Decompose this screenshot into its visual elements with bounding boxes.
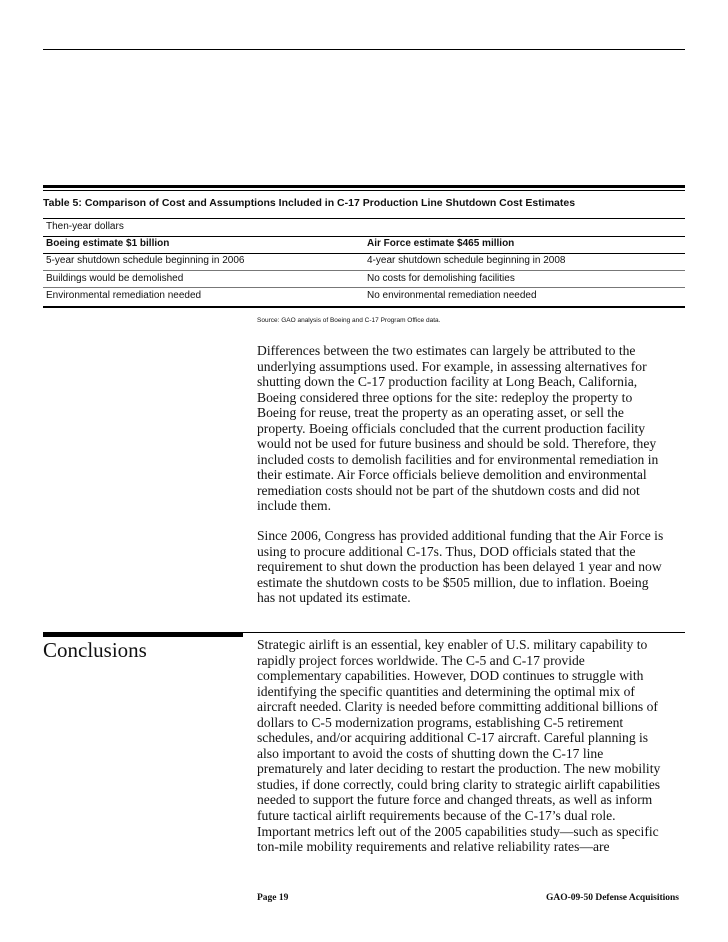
table-cell: Environmental remediation needed [46,290,202,301]
page-number: Page 19 [257,893,289,903]
text-line: Since 2006, Congress has provided additional funding that the Air Force is [257,528,664,543]
body-paragraph-differences [257,343,689,514]
text-line: rapidly project forces worldwide. The C-5 and C-17 provide [257,652,585,668]
text-line: also important to avoid the costs of shutting down the C-17 line [257,745,604,761]
text-line: estimate the shutdown costs to be $505 million, due to inflation. Boeing [257,574,649,590]
section-body-rule [243,632,685,633]
table-cell: Buildings would be demolished [46,273,184,284]
text-line: schedules, and/or acquiring additional C-17 aircraft. Careful planning is [257,730,649,746]
text-line: prematurely and later deciding to restart the production. The new mobility [257,761,661,777]
table-cell: 4-year shutdown schedule beginning in 2008 [367,255,566,266]
text-line: requirement to shut down the production has been delayed 1 year and now [257,559,662,575]
table-header-boeing: Boeing estimate $1 billion [46,238,170,249]
report-id: GAO-09-50 Defense Acquisitions [546,893,679,903]
body-paragraph-congress-funding [257,528,689,606]
text-line: Strategic airlift is an essential, key enabler of U.S. military capability to [257,637,648,652]
table-cell: No costs for demolishing facilities [367,273,515,284]
text-line: aircraft needed. Clarity is needed before committing additional billions of [257,699,658,715]
text-line: included costs to demolish facilities and for environmental remediation in [257,451,659,467]
text-line: remediation costs should not be part of the shutdown costs and did not [257,482,640,498]
text-line: studies, if done correctly, could bring clarity to strategic airlift capabilities [257,776,661,792]
text-line: future tactical airlift requirements because of the C-17’s dual role. [257,808,616,824]
text-line: identifying the specific quantities and determining the optimal mix of [257,683,635,699]
text-line: Important metrics left out of the 2005 capabilities study—such as specific [257,823,659,839]
text-line: Boeing considered three options for the site: redeploy the property to [257,389,633,405]
text-line: include them. [257,498,331,514]
section-heading-conclusions: Conclusions [43,638,147,662]
table-source-note: Source: GAO analysis of Boeing and C-17 Program Office data. [257,317,441,324]
table-bottom-rule [43,306,685,308]
table-row [43,288,685,305]
text-line: their estimate. Air Force officials believe demolition and environmental [257,467,647,483]
table-title: Table 5: Comparison of Cost and Assumptions Included in C-17 Production Line Shutdown Cost Estimates [43,197,576,209]
text-line: ton-mile mobility requirements and relative reliability rates—are [257,839,610,855]
table-row [43,271,685,288]
text-line: using to procure additional C-17s. Thus, DOD officials stated that the [257,543,636,559]
table-header-row [43,236,685,253]
top-rule [43,49,685,50]
table-units: Then-year dollars [46,221,124,232]
text-line: would not be used for future business and should be sold. Therefore, they [257,436,657,452]
table-top-rule [43,185,685,188]
table-row [43,253,685,270]
text-line: shutting down the C-17 production facility at Long Beach, California, [257,374,638,390]
body-paragraph-conclusions [257,637,689,855]
section-heading-rule [43,632,243,637]
table-units-row [43,219,685,236]
table-top-rule-thin [43,190,685,191]
table-cell: No environmental remediation needed [367,290,537,301]
text-line: complementary capabilities. However, DOD continues to struggle with [257,668,644,684]
text-line: property. Boeing officials concluded that the current production facility [257,420,646,436]
text-line: Differences between the two estimates can largely be attributed to the [257,343,636,358]
text-line: dollars to C-5 modernization programs, establishing C-5 retirement [257,714,624,730]
table-header-air-force: Air Force estimate $465 million [367,238,515,249]
text-line: underlying assumptions used. For example, in assessing alternatives for [257,358,647,374]
table-cell: 5-year shutdown schedule beginning in 2006 [46,255,245,266]
text-line: Boeing for reuse, treat the property as an operating asset, or sell the [257,405,624,421]
text-line: needed to support the future force and changed threats, as well as inform [257,792,653,808]
text-line: has not updated its estimate. [257,590,411,606]
